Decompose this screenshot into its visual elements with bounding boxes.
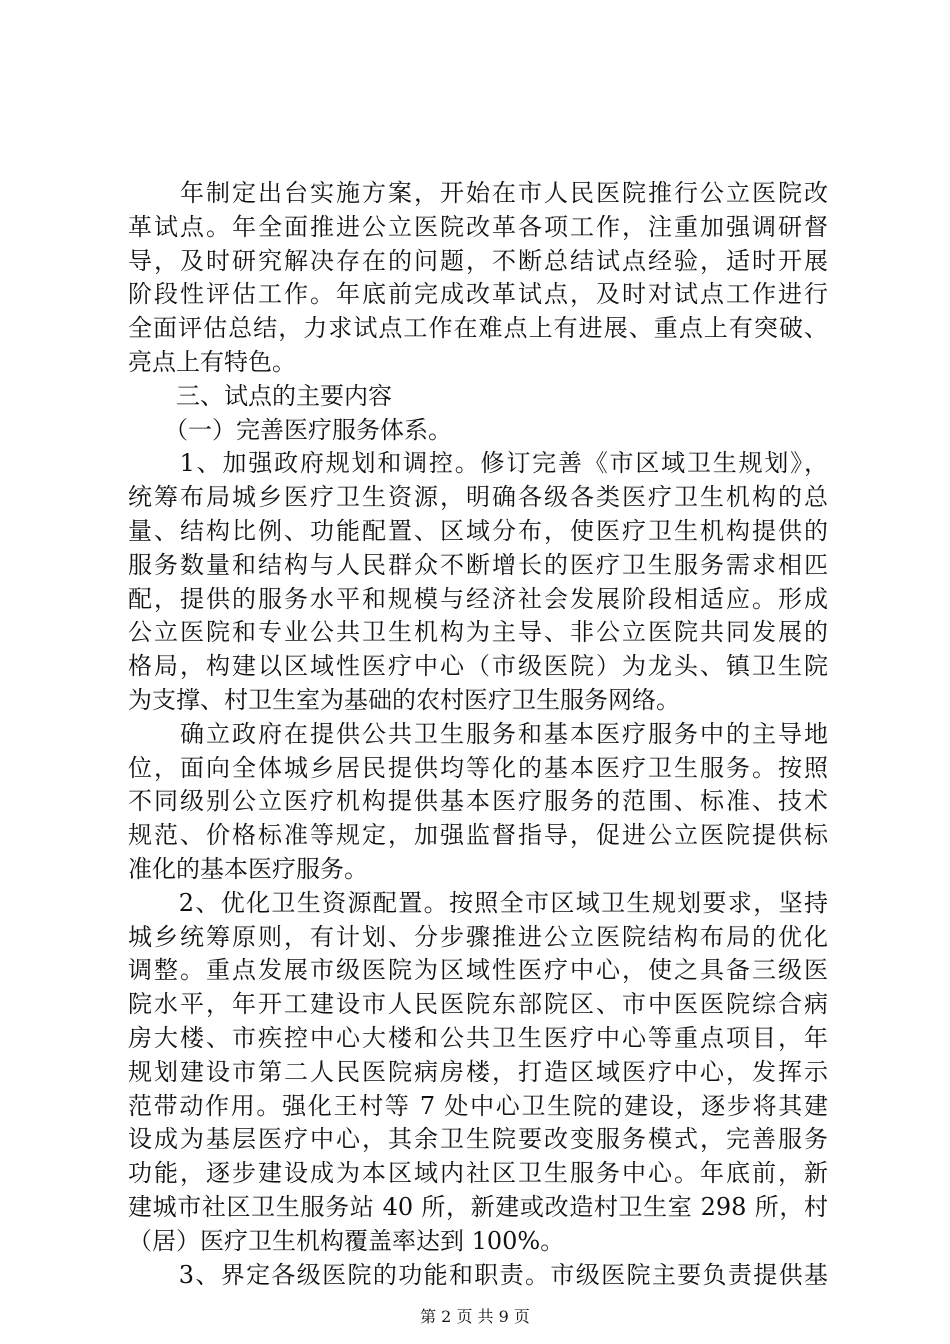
text-line: 规范、价格标准等规定，加强监督指导，促进公立医院提供标 — [128, 821, 828, 850]
text-line: 三、试点的主要内容 — [128, 381, 392, 410]
text-line: 设成为基层医疗中心，其余卫生院要改变服务模式，完善服务 — [128, 1125, 828, 1154]
text-line: 3、界定各级医院的功能和职责。市级医院主要负责提供基 — [128, 1260, 828, 1289]
text-line: 公立医院和专业公共卫生机构为主导、非公立医院共同发展的 — [128, 618, 828, 647]
body-text — [128, 177, 828, 1292]
text-line: （一）完善医疗服务体系。 — [128, 415, 452, 444]
text-line: 城乡统筹原则，有计划、分步骤推进公立医院结构布局的优化 — [128, 922, 828, 951]
text-line: 房大楼、市疾控中心大楼和公共卫生医疗中心等重点项目，年 — [128, 1023, 828, 1052]
text-line: 院水平，年开工建设市人民医院东部院区、市中医医院综合病 — [128, 990, 828, 1019]
text-line: 2、优化卫生资源配置。按照全市区域卫生规划要求，坚持 — [128, 888, 828, 917]
text-line: 不同级别公立医疗机构提供基本医疗服务的范围、标准、技术 — [128, 787, 828, 816]
text-line: 调整。重点发展市级医院为区域性医疗中心，使之具备三级医 — [128, 956, 828, 985]
text-line: 革试点。年全面推进公立医院改革各项工作，注重加强调研督 — [128, 212, 828, 241]
text-line: 年制定出台实施方案，开始在市人民医院推行公立医院改 — [128, 179, 828, 207]
text-line: 格局，构建以区域性医疗中心（市级医院）为龙头、镇卫生院 — [128, 652, 828, 681]
text-line: 范带动作用。强化王村等 7 处中心卫生院的建设，逐步将其建 — [128, 1091, 828, 1120]
text-line: 确立政府在提供公共卫生服务和基本医疗服务中的主导地 — [128, 719, 828, 748]
text-line: 全面评估总结，力求试点工作在难点上有进展、重点上有突破、 — [128, 314, 828, 343]
text-line: 导，及时研究解决存在的问题，不断总结试点经验，适时开展 — [128, 246, 828, 275]
page-footer: 第 2 页 共 9 页 — [420, 1307, 530, 1326]
text-line: 配，提供的服务水平和规模与经济社会发展阶段相适应。形成 — [128, 584, 828, 613]
text-line: 阶段性评估工作。年底前完成改革试点，及时对试点工作进行 — [128, 280, 828, 309]
text-line: 量、结构比例、功能配置、区域分布，使医疗卫生机构提供的 — [128, 516, 828, 545]
text-line: 准化的基本医疗服务。 — [128, 854, 368, 883]
text-line: 建城市社区卫生服务站 40 所，新建或改造村卫生室 298 所，村 — [128, 1192, 828, 1221]
text-line: 1、加强政府规划和调控。修订完善《市区域卫生规划》， — [128, 449, 828, 478]
text-line: 为支撑、村卫生室为基础的农村医疗卫生服务网络。 — [128, 685, 680, 714]
text-line: 规划建设市第二人民医院病房楼，打造区域医疗中心，发挥示 — [128, 1057, 828, 1086]
text-line: 功能，逐步建设成为本区域内社区卫生服务中心。年底前，新 — [128, 1159, 828, 1188]
text-line: 位，面向全体城乡居民提供均等化的基本医疗卫生服务。按照 — [128, 753, 828, 782]
text-line: （居）医疗卫生机构覆盖率达到 100%。 — [128, 1226, 565, 1255]
text-line: 亮点上有特色。 — [128, 347, 296, 376]
text-line: 统筹布局城乡医疗卫生资源，明确各级各类医疗卫生机构的总 — [128, 483, 828, 512]
text-line: 服务数量和结构与人民群众不断增长的医疗卫生服务需求相匹 — [128, 550, 828, 579]
